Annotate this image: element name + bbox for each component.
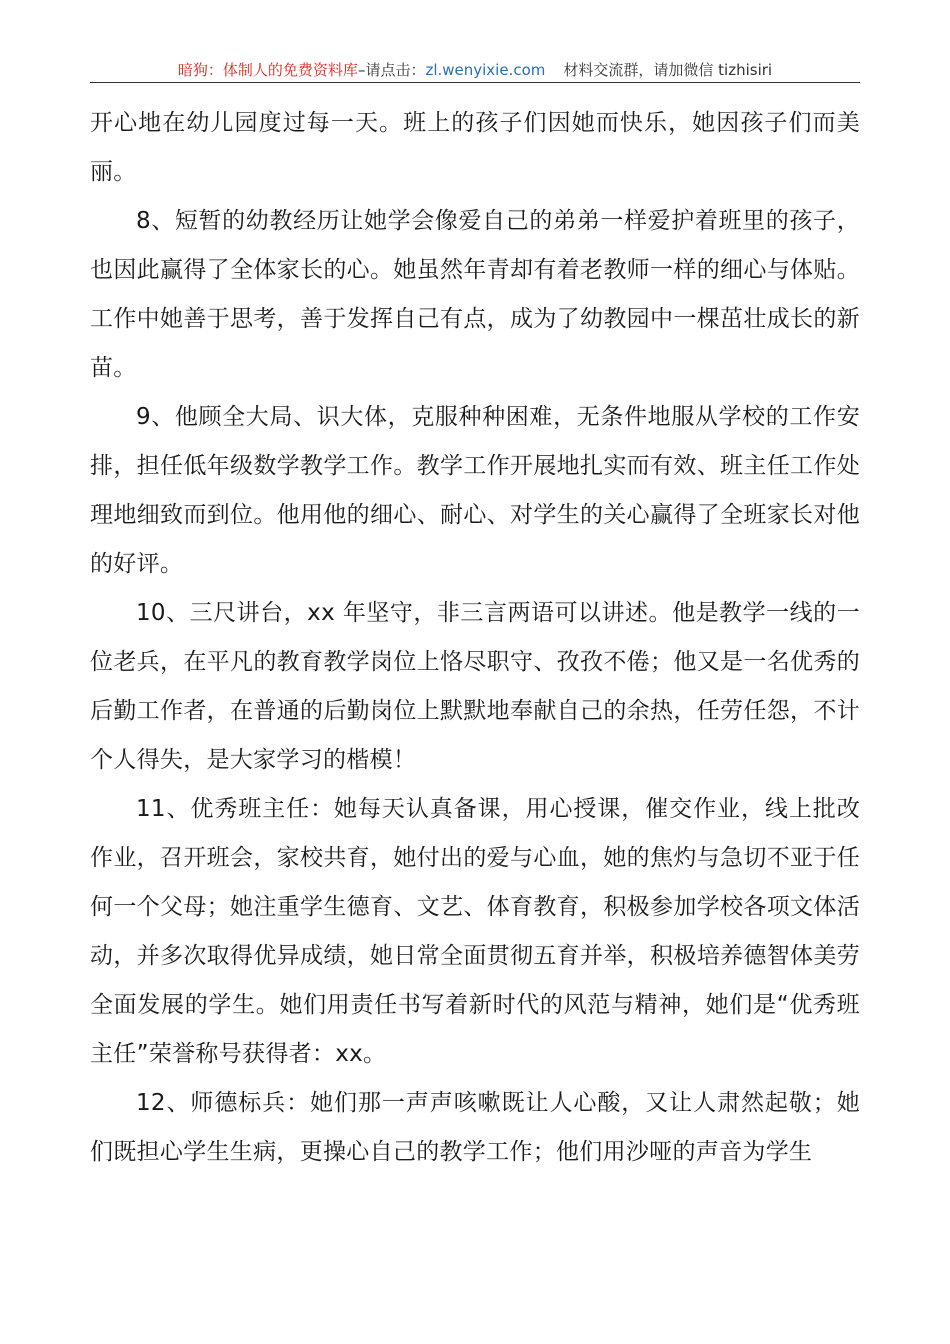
paragraph-continuation: 开心地在幼儿园度过每一天。班上的孩子们因她而快乐，她因孩子们而美丽。 <box>90 110 860 185</box>
paragraph-10: 10、三尺讲台，xx 年坚守，非三言两语可以讲述。他是教学一线的一位老兵，在平凡的教育教学岗位上恪尽职守、孜孜不倦；他又是一名优秀的后勤工作者，在普通的后勤岗位上默默地奉献自己的余热，任劳任怨，不计个人得失，是大家学习的楷模！ <box>90 600 860 773</box>
header-site-name: 暗狗：体制人的免费资料库 <box>177 61 358 79</box>
document-body <box>90 99 860 1177</box>
paragraph-9: 9、他顾全大局、识大体，克服种种困难，无条件地服从学校的工作安排，担任低年级数学教学工作。教学工作开展地扎实而有效、班主任工作处理地细致而到位。他用他的细心、耐心、对学生的关心赢得了全班家长对他的好评。 <box>90 404 860 577</box>
header-link[interactable]: zl.wenyixie.com <box>425 61 546 79</box>
paragraph-8: 8、短暂的幼教经历让她学会像爱自己的弟弟一样爱护着班里的孩子，也因此赢得了全体家长的心。她虽然年青却有着老教师一样的细心与体贴。工作中她善于思考，善于发挥自己有点，成为了幼教园中一棵茁壮成长的新苗。 <box>90 208 860 381</box>
paragraph-12: 12、师德标兵：她们那一声声咳嗽既让人心酸，又让人肃然起敬；她们既担心学生生病，更操心自己的教学工作；他们用沙哑的声音为学生 <box>90 1090 860 1165</box>
header-contact: 材料交流群，请加微信 tizhisiri <box>563 61 773 79</box>
header-click-prompt: –请点击： <box>357 61 426 79</box>
page-header <box>90 58 860 82</box>
header-divider <box>90 82 860 83</box>
paragraph-11: 11、优秀班主任：她每天认真备课，用心授课，催交作业，线上批改作业，召开班会，家校共育，她付出的爱与心血，她的焦灼与急切不亚于任何一个父母；她注重学生德育、文艺、体育教育，积极参加学校各项文体活动，并多次取得优异成绩，她日常全面贯彻五育并举，积极培养德智体美劳全面发展的学生。她们用责任书写着新时代的风范与精神，她们是“优秀班主任”荣誉称号获得者：xx。 <box>90 796 860 1067</box>
